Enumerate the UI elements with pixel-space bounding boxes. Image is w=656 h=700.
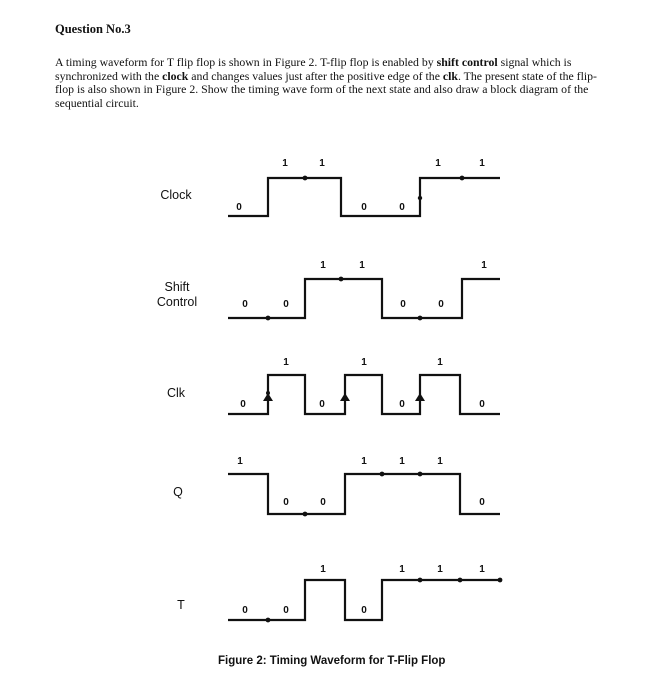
bit-label: 1 xyxy=(237,456,243,467)
bit-label: 1 xyxy=(435,158,441,169)
bit-label: 0 xyxy=(438,299,444,310)
figure-caption: Figure 2: Timing Waveform for T-Flip Flop xyxy=(218,655,446,667)
bit-label: 0 xyxy=(236,202,242,213)
waveform-q xyxy=(228,456,500,516)
waveform-t xyxy=(228,564,502,622)
bit-label: 1 xyxy=(283,357,289,368)
bit-label: 0 xyxy=(400,299,406,310)
waveform-clk xyxy=(228,357,500,414)
bit-label: 1 xyxy=(479,158,485,169)
bit-label: 0 xyxy=(399,202,405,213)
bit-label: 1 xyxy=(359,260,365,271)
bit-label: 1 xyxy=(319,158,325,169)
bit-label: 1 xyxy=(320,260,326,271)
bit-label: 0 xyxy=(242,605,248,616)
bit-label: 0 xyxy=(283,605,289,616)
waveform-shift-control xyxy=(228,260,500,320)
bit-label: 0 xyxy=(319,399,325,410)
signal-label-clk: Clk xyxy=(166,386,186,400)
waveform-clock xyxy=(228,158,500,216)
signal-label-t: T xyxy=(177,598,185,612)
bit-label: 0 xyxy=(320,497,326,508)
question-heading: Question No.3 xyxy=(55,22,131,36)
bit-label: 0 xyxy=(399,399,405,410)
bit-label: 1 xyxy=(437,357,443,368)
bit-label: 0 xyxy=(479,399,485,410)
bit-label: 0 xyxy=(242,299,248,310)
bit-label: 0 xyxy=(240,399,246,410)
bit-label: 1 xyxy=(320,564,326,575)
signal-label-clock: Clock xyxy=(160,188,192,202)
bit-label: 1 xyxy=(479,564,485,575)
signal-label-q: Q xyxy=(173,485,183,499)
bit-label: 1 xyxy=(481,260,487,271)
question-text: A timing waveform for T flip flop is shown in Figure 2. T-flip flop is enabled by shift control signal which is synchronized with the clock and changes values just after the positive edge of the clk. The present state of the flip-flop is also shown in Figure 2. Show the timing wave form of the next state and also draw a block diagram of the sequential circuit. xyxy=(55,55,597,110)
bit-label: 1 xyxy=(361,357,367,368)
signal-label-shift-control: Shift Control xyxy=(156,280,198,309)
bit-label: 0 xyxy=(479,497,485,508)
bit-label: 0 xyxy=(361,202,367,213)
bit-label: 1 xyxy=(399,456,405,467)
bit-label: 1 xyxy=(399,564,405,575)
bit-label: 0 xyxy=(283,497,289,508)
bit-label: 1 xyxy=(437,564,443,575)
bit-label: 0 xyxy=(283,299,289,310)
bit-label: 1 xyxy=(361,456,367,467)
bit-label: 0 xyxy=(361,605,367,616)
bit-label: 1 xyxy=(437,456,443,467)
bit-label: 1 xyxy=(282,158,288,169)
